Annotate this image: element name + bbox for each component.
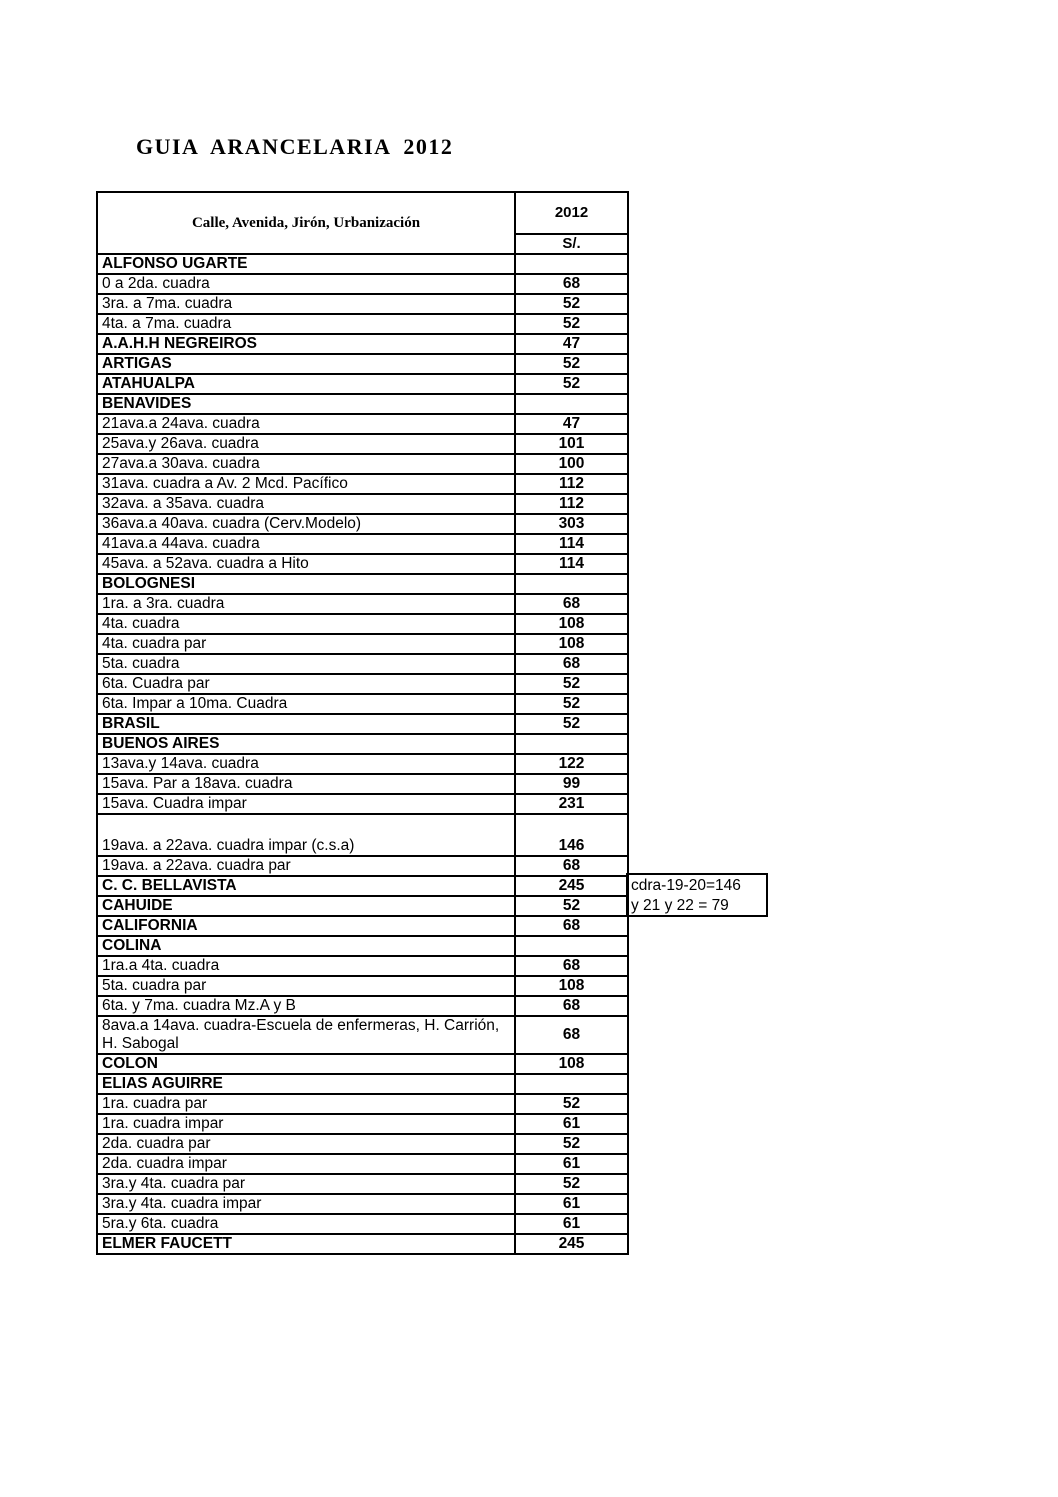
tariff-value: 61	[515, 1154, 628, 1174]
table-row	[97, 1174, 628, 1194]
street-section-name: 4ta. cuadra	[97, 614, 515, 634]
street-section-name: 5ta. cuadra par	[97, 976, 515, 996]
tariff-value: 100	[515, 454, 628, 474]
tariff-value: 47	[515, 334, 628, 354]
tariff-value	[515, 1074, 628, 1094]
side-note-line-2: y 21 y 22 = 79	[631, 897, 729, 914]
street-group-name: ELIAS AGUIRRE	[97, 1074, 515, 1094]
street-group-name: C. C. BELLAVISTA	[97, 876, 515, 896]
street-section-name: 6ta. Impar a 10ma. Cuadra	[97, 694, 515, 714]
tariff-value: 146	[515, 814, 628, 856]
table-row	[97, 674, 628, 694]
tariff-value: 68	[515, 856, 628, 876]
table-row	[97, 754, 628, 774]
street-section-name: 27ava.a 30ava. cuadra	[97, 454, 515, 474]
tariff-value: 114	[515, 534, 628, 554]
street-section-name: 25ava.y 26ava. cuadra	[97, 434, 515, 454]
street-section-name: 36ava.a 40ava. cuadra (Cerv.Modelo)	[97, 514, 515, 534]
tariff-value: 61	[515, 1114, 628, 1134]
street-section-name: 1ra. cuadra impar	[97, 1114, 515, 1134]
table-row	[97, 996, 628, 1016]
tariff-value: 245	[515, 876, 628, 896]
street-group-name: ALFONSO UGARTE	[97, 254, 515, 274]
tariff-value	[515, 254, 628, 274]
street-section-name: 3ra.y 4ta. cuadra par	[97, 1174, 515, 1194]
tariff-value: 52	[515, 714, 628, 734]
table-row	[97, 414, 628, 434]
tariff-value: 52	[515, 314, 628, 334]
street-section-name: 2da. cuadra par	[97, 1134, 515, 1154]
table-row	[97, 634, 628, 654]
table-row	[97, 896, 628, 916]
tariff-value: 101	[515, 434, 628, 454]
table-row	[97, 1214, 628, 1234]
street-group-name: BUENOS AIRES	[97, 734, 515, 754]
tariff-value: 122	[515, 754, 628, 774]
tariff-value: 52	[515, 374, 628, 394]
table-row	[97, 936, 628, 956]
table-row	[97, 774, 628, 794]
table-row	[97, 876, 628, 896]
table-row	[97, 554, 628, 574]
tariff-value: 52	[515, 896, 628, 916]
street-section-name: 3ra. a 7ma. cuadra	[97, 294, 515, 314]
tariff-value: 231	[515, 794, 628, 814]
street-group-name: ATAHUALPA	[97, 374, 515, 394]
table-row	[97, 454, 628, 474]
table-row	[97, 594, 628, 614]
table-row	[97, 654, 628, 674]
street-section-name: 5ra.y 6ta. cuadra	[97, 1214, 515, 1234]
table-row	[97, 254, 628, 274]
tariff-value: 61	[515, 1214, 628, 1234]
tariff-value: 52	[515, 1134, 628, 1154]
street-section-name: 3ra.y 4ta. cuadra impar	[97, 1194, 515, 1214]
tariff-value: 245	[515, 1234, 628, 1254]
street-section-name: 31ava. cuadra a Av. 2 Mcd. Pacífico	[97, 474, 515, 494]
street-section-name: 2da. cuadra impar	[97, 1154, 515, 1174]
tariff-value: 52	[515, 354, 628, 374]
street-section-name: 15ava. Cuadra impar	[97, 794, 515, 814]
side-note-line-1: cdra-19-20=146	[631, 877, 741, 894]
table-row	[97, 714, 628, 734]
side-note	[626, 873, 768, 917]
table-row	[97, 514, 628, 534]
table-row	[97, 474, 628, 494]
table-row	[97, 1114, 628, 1134]
tariff-value: 52	[515, 294, 628, 314]
tariff-value: 303	[515, 514, 628, 534]
tariff-value: 68	[515, 594, 628, 614]
tariff-value: 52	[515, 1094, 628, 1114]
street-section-name: 6ta. y 7ma. cuadra Mz.A y B	[97, 996, 515, 1016]
street-group-name: ELMER FAUCETT	[97, 1234, 515, 1254]
tariff-value: 52	[515, 694, 628, 714]
street-group-name: BRASIL	[97, 714, 515, 734]
street-group-name: COLON	[97, 1054, 515, 1074]
street-section-name: 13ava.y 14ava. cuadra	[97, 754, 515, 774]
table-row	[97, 614, 628, 634]
street-section-name: 5ta. cuadra	[97, 654, 515, 674]
column-header-unit: S/.	[515, 234, 628, 254]
street-section-name: 32ava. a 35ava. cuadra	[97, 494, 515, 514]
street-section-name: 8ava.a 14ava. cuadra-Escuela de enfermeras, H. Carrión, H. Sabogal	[97, 1016, 515, 1054]
table-row	[97, 434, 628, 454]
tariff-value: 68	[515, 916, 628, 936]
tariff-value: 112	[515, 494, 628, 514]
tariff-value: 47	[515, 414, 628, 434]
table-header-row	[97, 192, 628, 234]
tariff-value	[515, 394, 628, 414]
street-section-name: 45ava. a 52ava. cuadra a Hito	[97, 554, 515, 574]
tariff-value	[515, 574, 628, 594]
table-row	[97, 354, 628, 374]
tariff-value: 99	[515, 774, 628, 794]
table-row	[97, 1154, 628, 1174]
tariff-value: 108	[515, 976, 628, 996]
table-row	[97, 956, 628, 976]
table-row	[97, 976, 628, 996]
table-row	[97, 814, 628, 856]
street-section-name: 41ava.a 44ava. cuadra	[97, 534, 515, 554]
tariff-value: 68	[515, 654, 628, 674]
table-row	[97, 694, 628, 714]
street-section-name: 15ava. Par a 18ava. cuadra	[97, 774, 515, 794]
tariff-value: 108	[515, 614, 628, 634]
tariff-value: 68	[515, 996, 628, 1016]
tariff-value: 108	[515, 1054, 628, 1074]
table-row	[97, 734, 628, 754]
tariff-value: 52	[515, 1174, 628, 1194]
street-section-name: 1ra. a 3ra. cuadra	[97, 594, 515, 614]
street-section-name: 19ava. a 22ava. cuadra impar (c.s.a)	[97, 814, 515, 856]
street-group-name: A.A.H.H NEGREIROS	[97, 334, 515, 354]
street-section-name: 6ta. Cuadra par	[97, 674, 515, 694]
tariff-value: 52	[515, 674, 628, 694]
street-section-name: 4ta. cuadra par	[97, 634, 515, 654]
column-header-year: 2012	[515, 192, 628, 234]
table-row	[97, 1134, 628, 1154]
tariff-table	[96, 191, 629, 1255]
table-row	[97, 1194, 628, 1214]
column-header-street: Calle, Avenida, Jirón, Urbanización	[97, 192, 515, 254]
tariff-value: 112	[515, 474, 628, 494]
tariff-value: 114	[515, 554, 628, 574]
table-row	[97, 274, 628, 294]
street-group-name: CALIFORNIA	[97, 916, 515, 936]
table-row	[97, 494, 628, 514]
tariff-value: 61	[515, 1194, 628, 1214]
table-row	[97, 794, 628, 814]
tariff-value: 68	[515, 274, 628, 294]
street-section-name: 19ava. a 22ava. cuadra par	[97, 856, 515, 876]
street-group-name: ARTIGAS	[97, 354, 515, 374]
street-section-name: 4ta. a 7ma. cuadra	[97, 314, 515, 334]
table-row	[97, 574, 628, 594]
street-group-name: CAHUIDE	[97, 896, 515, 916]
street-group-name: BOLOGNESI	[97, 574, 515, 594]
tariff-value: 68	[515, 956, 628, 976]
document-title: GUIA ARANCELARIA 2012	[136, 134, 454, 159]
table-row	[97, 916, 628, 936]
table-row	[97, 374, 628, 394]
street-section-name: 1ra. cuadra par	[97, 1094, 515, 1114]
street-section-name: 21ava.a 24ava. cuadra	[97, 414, 515, 434]
table-row	[97, 294, 628, 314]
table-row	[97, 534, 628, 554]
table-row	[97, 1094, 628, 1114]
table-row	[97, 314, 628, 334]
tariff-value: 68	[515, 1016, 628, 1054]
table-row	[97, 394, 628, 414]
table-row	[97, 1074, 628, 1094]
tariff-value: 108	[515, 634, 628, 654]
table-row	[97, 856, 628, 876]
tariff-value	[515, 734, 628, 754]
street-group-name: BENAVIDES	[97, 394, 515, 414]
street-section-name: 0 a 2da. cuadra	[97, 274, 515, 294]
street-group-name: COLINA	[97, 936, 515, 956]
table-row	[97, 1234, 628, 1254]
street-section-name: 1ra.a 4ta. cuadra	[97, 956, 515, 976]
table-row	[97, 1016, 628, 1054]
table-row	[97, 334, 628, 354]
table-row	[97, 1054, 628, 1074]
tariff-table-body	[97, 192, 628, 1254]
tariff-value	[515, 936, 628, 956]
